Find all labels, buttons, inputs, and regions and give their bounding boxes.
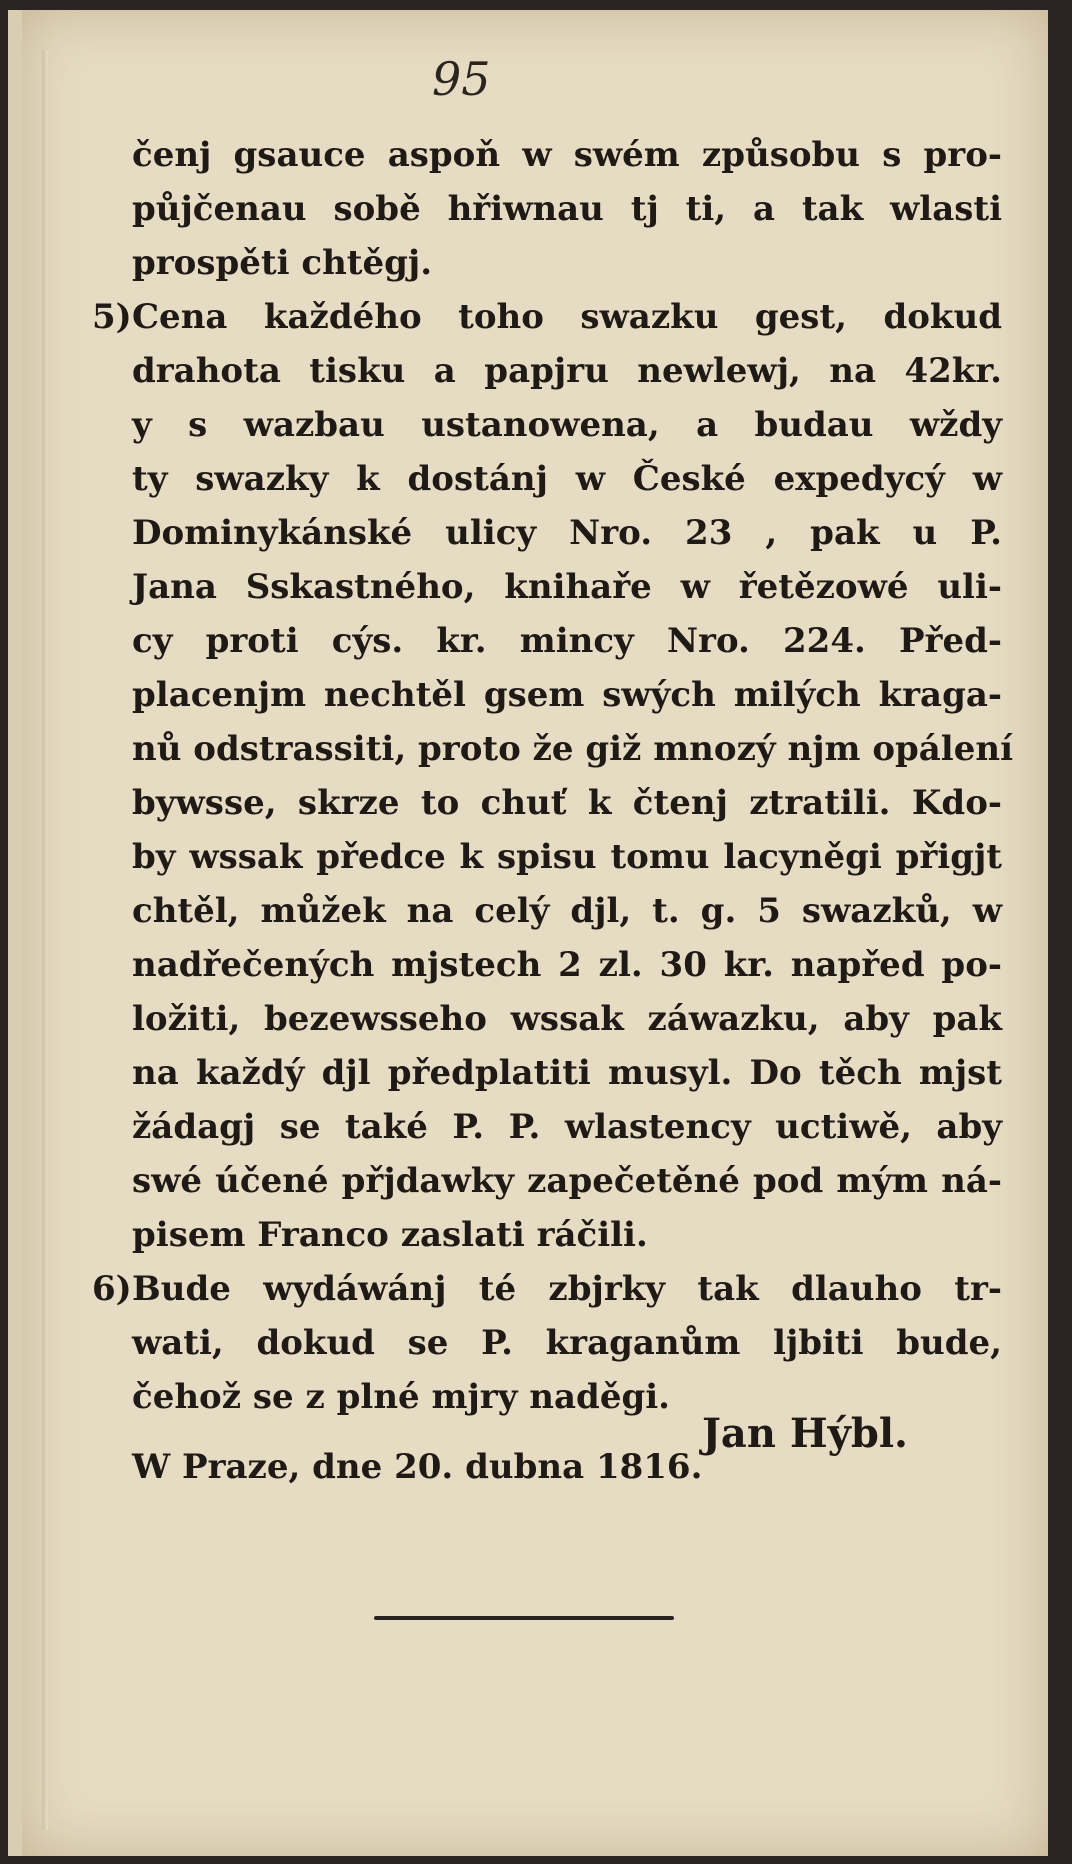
item-number: 5) (92, 297, 132, 337)
line-text: nů odstrassiti, proto že giž mnozý njm opálení (132, 729, 1013, 769)
text-line (132, 398, 1002, 452)
line-text: bywsse, skrze to chuť k čtenj ztratili. Kdo- (132, 783, 1002, 823)
text-line (132, 1316, 1002, 1370)
text-line (132, 236, 1002, 290)
text-line (132, 128, 1002, 182)
line-text: Jana Sskastného, knihaře w řetězowé uli- (132, 567, 1002, 607)
line-text: nadřečených mjstech 2 zl. 30 kr. napřed po- (132, 945, 1002, 985)
text-line (132, 668, 1002, 722)
line-text: Dominykánské ulicy Nro. 23 , pak u P. (132, 513, 1002, 553)
line-text: prospěti chtěgj. (132, 243, 433, 283)
body-text (92, 128, 1013, 1494)
line-text: čenj gsauce aspoň w swém způsobu s pro- (132, 135, 1002, 175)
line-text: ložiti, bezewsseho wssak záwazku, aby pak (132, 999, 1002, 1039)
text-line (132, 1046, 1002, 1100)
line-text: cy proti cýs. kr. mincy Nro. 224. Před- (132, 621, 1002, 661)
line-text: půjčenau sobě hřiwnau tj ti, a tak wlasti (132, 189, 1002, 229)
line-text: Cena každého toho swazku gest, dokud (132, 297, 1002, 337)
signature: Jan Hýbl. (702, 1410, 908, 1457)
page-spine-shadow (42, 50, 48, 1830)
line-text: na každý djl předplatiti musyl. Do těch mjst (132, 1053, 1002, 1093)
text-line (132, 884, 1002, 938)
text-line (92, 1262, 1002, 1316)
text-line (132, 1208, 1002, 1262)
line-text: by wssak předce k spisu tomu lacyněgi přigjt (132, 837, 1002, 877)
closing-rule (374, 1616, 674, 1620)
line-text: swé účené přjdawky zapečetěné pod mým ná- (132, 1161, 1002, 1201)
text-line (132, 938, 1002, 992)
line-text: chtěl, můžek na celý djl, t. g. 5 swazků, w (132, 891, 1002, 931)
text-line (132, 1100, 1002, 1154)
text-line (132, 830, 1002, 884)
item-number: 6) (92, 1269, 132, 1309)
text-line (132, 722, 1013, 776)
line-text: čehož se z plné mjry naděgi. (132, 1377, 670, 1417)
text-line (132, 182, 1002, 236)
text-line (132, 614, 1002, 668)
page-number: 95 (432, 52, 491, 106)
text-line (132, 506, 1002, 560)
text-line (132, 344, 1002, 398)
text-line (132, 452, 1002, 506)
line-text: Bude wydáwánj té zbjrky tak dlauho tr- (132, 1269, 1002, 1309)
text-line (132, 776, 1002, 830)
line-text: wati, dokud se P. kraganům ljbiti bude, (132, 1323, 1002, 1363)
text-line (132, 1154, 1002, 1208)
line-text: placenjm nechtěl gsem swých milých kraga- (132, 675, 1002, 715)
line-text: pisem Franco zaslati ráčili. (132, 1215, 648, 1255)
line-text: drahota tisku a papjru newlewj, na 42kr. (132, 351, 1002, 391)
line-text: y s wazbau ustanowena, a budau wždy (132, 405, 1002, 445)
text-line (132, 560, 1002, 614)
book-page (8, 10, 1048, 1856)
text-line (92, 290, 1002, 344)
date-line: W Praze, dne 20. dubna 1816. (132, 1447, 703, 1487)
line-text: ty swazky k dostánj w České expedycý w (132, 459, 1002, 499)
line-text: žádagj se také P. P. wlastency uctiwě, aby (132, 1107, 1002, 1147)
text-line (132, 992, 1002, 1046)
